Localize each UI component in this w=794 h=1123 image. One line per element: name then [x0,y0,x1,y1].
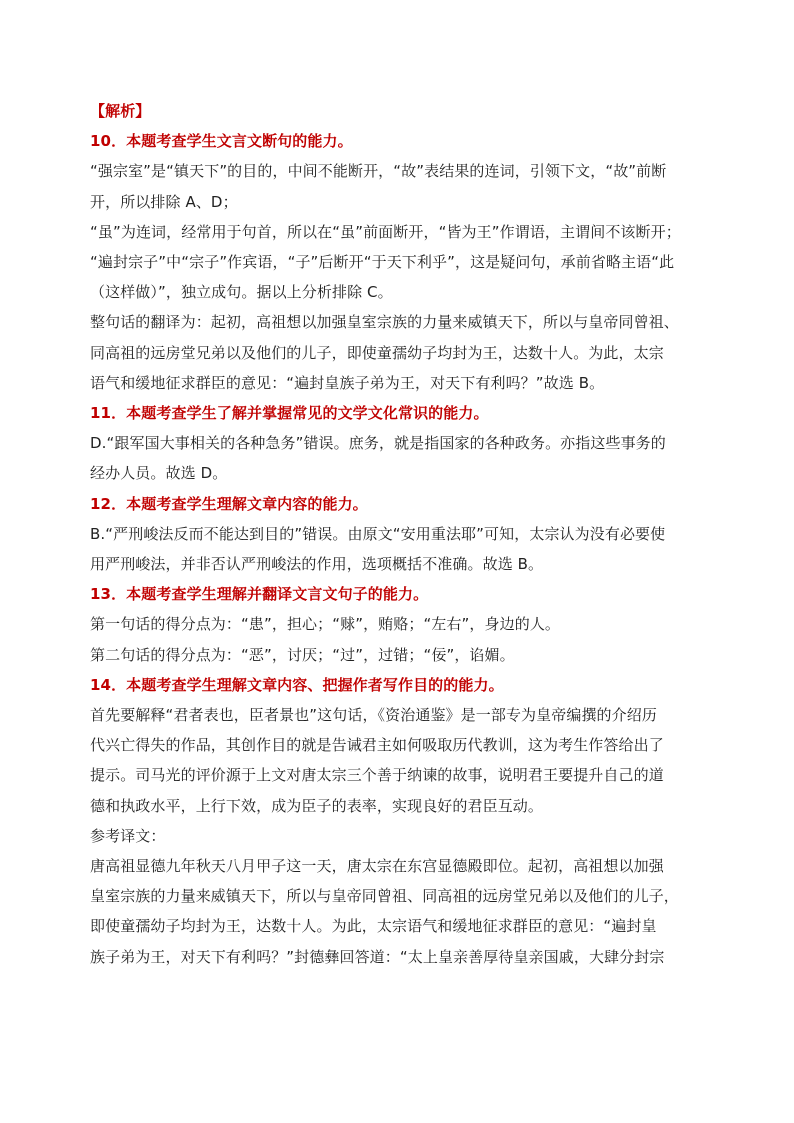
text-line: 即使童孺幼子均封为王，达数十人。为此，太宗语气和缓地征求群臣的意见：“遍封皇 [90,917,657,936]
text-line: 提示。司马光的评价源于上文对唐太宗三个善于纳谏的故事，说明君王要提升自己的道 [90,766,664,785]
text-line: 德和执政水平，上行下效，成为臣子的表率，实现良好的君臣互动。 [90,796,544,815]
text-line: 用严刑峻法，并非否认严刑峻法的作用，选项概括不准确。故选 B。 [90,555,544,574]
text-line: 皇室宗族的力量来威镇天下，所以与皇帝同曾祖、同高祖的远房堂兄弟以及他们的儿子， [90,887,679,906]
text-line: 语气和缓地征求群臣的意见：“遍封皇族子弟为王，对天下有利吗？”故选 B。 [90,373,605,392]
question-heading: 11．本题考查学生了解并掌握常见的文学文化常识的能力。 [90,404,489,423]
text-line: “强宗室”是“镇天下”的目的，中间不能断开，“故”表结果的连词，引领下文，“故”前断 [90,162,667,181]
text-line: 参考译文： [90,826,166,845]
text-line: 同高祖的远房堂兄弟以及他们的儿子，即使童孺幼子均封为王，达数十人。为此，太宗 [90,343,664,362]
text-line: 第二句话的得分点为：“恶”，讨厌；“过”，过错；“佞”，谄媚。 [90,645,515,664]
analysis-document [90,96,710,972]
text-line: （这样做）”，独立成句。据以上分析排除 C。 [90,283,393,302]
text-line: “虽”为连词，经常用于句首，所以在“虽”前面断开，“皆为王”作谓语，主谓间不该断开； [90,222,681,241]
text-line: 经办人员。故选 D。 [90,464,228,483]
text-line: 首先要解释“君者表也，臣者景也”这句话，《资治通鉴》是一部专为皇帝编撰的介绍历 [90,706,657,725]
question-heading: 10．本题考查学生文言文断句的能力。 [90,132,353,151]
text-line: D.“跟军国大事相关的各种急务”错误。庶务，就是指国家的各种政务。亦指这些事务的 [90,434,666,453]
text-line: B.“严刑峻法反而不能达到目的”错误。由原文“安用重法耶”可知，太宗认为没有必要使 [90,524,666,543]
text-line: 唐高祖显德九年秋天八月甲子这一天，唐太宗在东宫显德殿即位。起初，高祖想以加强 [90,857,664,876]
question-heading: 13．本题考查学生理解并翻译文言文句子的能力。 [90,585,429,604]
text-line: 族子弟为王，对天下有利吗？”封德彝回答道：“太上皇亲善厚待皇亲国戚，大肆分封宗 [90,947,665,966]
analysis-body [90,126,710,972]
text-line: 开，所以排除 A、D； [90,192,238,211]
section-heading: 【解析】 [90,102,151,120]
text-line: 代兴亡得失的作品，其创作目的就是告诫君主如何吸取历代教训，这为考生作答给出了 [90,736,664,755]
text-line: “遍封宗子”中“宗子”作宾语，“子”后断开“于天下利乎”，这是疑问句，承前省略主语“此 [90,253,675,272]
text-line: 第一句话的得分点为：“患”，担心；“赇”，贿赂；“左右”，身边的人。 [90,615,561,634]
question-heading: 14．本题考查学生理解文章内容、把握作者写作目的的能力。 [90,675,504,694]
question-heading: 12．本题考查学生理解文章内容的能力。 [90,494,368,513]
text-line: 整句话的翻译为：起初，高祖想以加强皇室宗族的力量来威镇天下，所以与皇帝同曾祖、 [90,313,679,332]
